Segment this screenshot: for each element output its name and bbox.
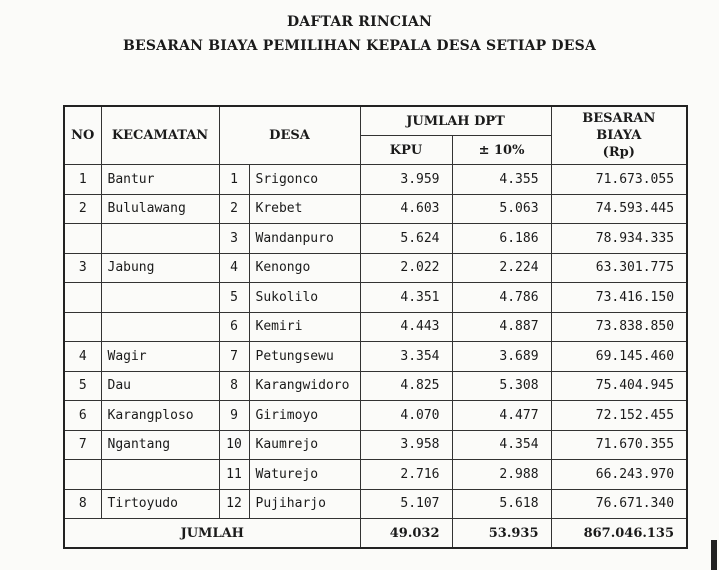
- cost-table: [63, 105, 688, 549]
- cell-kpu: 3.354: [360, 342, 452, 372]
- cell-biaya: 73.416.150: [551, 283, 687, 313]
- cell-biaya: 71.670.355: [551, 430, 687, 460]
- cell-no: 7: [64, 430, 101, 460]
- cell-desa: Petungsewu: [249, 342, 360, 372]
- header-plus10: ± 10%: [452, 136, 551, 165]
- cell-no: [64, 460, 101, 490]
- header-kecamatan: KECAMATAN: [101, 106, 219, 165]
- total-biaya: 867.046.135: [551, 519, 687, 549]
- cell-desa: Wandanpuro: [249, 224, 360, 254]
- cell-kecamatan: Bantur: [101, 165, 219, 195]
- cell-biaya: 76.671.340: [551, 489, 687, 519]
- cell-desa-no: 2: [219, 194, 249, 224]
- cell-biaya: 71.673.055: [551, 165, 687, 195]
- document-title: DAFTAR RINCIAN: [286, 14, 433, 30]
- cell-biaya: 66.243.970: [551, 460, 687, 490]
- header-besaran-line2: BIAYA: [596, 128, 642, 143]
- cell-kecamatan: [101, 312, 219, 342]
- cell-desa: Kemiri: [249, 312, 360, 342]
- cell-no: 5: [64, 371, 101, 401]
- cell-no: 3: [64, 253, 101, 283]
- table-row: [64, 194, 687, 224]
- cell-kpu: 5.624: [360, 224, 452, 254]
- cell-no: [64, 312, 101, 342]
- cell-kecamatan: Ngantang: [101, 430, 219, 460]
- table-row: [64, 165, 687, 195]
- cell-desa: Waturejo: [249, 460, 360, 490]
- header-besaran-line3: (Rp): [602, 145, 635, 160]
- cell-desa: Krebet: [249, 194, 360, 224]
- cell-kpu: 3.958: [360, 430, 452, 460]
- cell-biaya: 73.838.850: [551, 312, 687, 342]
- page-edge-mark: [711, 540, 717, 570]
- cell-kpu: 3.959: [360, 165, 452, 195]
- cell-desa-no: 9: [219, 401, 249, 431]
- cell-desa-no: 5: [219, 283, 249, 313]
- cell-desa: Kenongo: [249, 253, 360, 283]
- table-row: [64, 312, 687, 342]
- table-row: [64, 430, 687, 460]
- cell-desa-no: 6: [219, 312, 249, 342]
- cell-desa: Karangwidoro: [249, 371, 360, 401]
- cell-desa: Sukolilo: [249, 283, 360, 313]
- cell-kecamatan: Karangploso: [101, 401, 219, 431]
- cell-desa-no: 8: [219, 371, 249, 401]
- cell-desa: Girimoyo: [249, 401, 360, 431]
- cell-desa: Kaumrejo: [249, 430, 360, 460]
- cell-no: 4: [64, 342, 101, 372]
- cell-plus10: 4.355: [452, 165, 551, 195]
- cell-plus10: 4.354: [452, 430, 551, 460]
- total-kpu: 49.032: [360, 519, 452, 549]
- cell-desa-no: 3: [219, 224, 249, 254]
- cell-kpu: 4.351: [360, 283, 452, 313]
- table-row: [64, 489, 687, 519]
- cell-no: [64, 283, 101, 313]
- cell-desa-no: 10: [219, 430, 249, 460]
- cell-desa-no: 11: [219, 460, 249, 490]
- table-row: [64, 283, 687, 313]
- cell-biaya: 72.152.455: [551, 401, 687, 431]
- cell-no: 8: [64, 489, 101, 519]
- cell-biaya: 69.145.460: [551, 342, 687, 372]
- cell-plus10: 2.224: [452, 253, 551, 283]
- cell-kpu: 4.070: [360, 401, 452, 431]
- cell-biaya: 63.301.775: [551, 253, 687, 283]
- cell-no: 2: [64, 194, 101, 224]
- cell-plus10: 4.887: [452, 312, 551, 342]
- cell-kecamatan: Wagir: [101, 342, 219, 372]
- header-besaran-line1: BESARAN: [582, 111, 656, 126]
- total-plus10: 53.935: [452, 519, 551, 549]
- cell-kecamatan: [101, 283, 219, 313]
- table-row: [64, 401, 687, 431]
- cell-kpu: 4.603: [360, 194, 452, 224]
- cell-biaya: 78.934.335: [551, 224, 687, 254]
- cell-biaya: 75.404.945: [551, 371, 687, 401]
- cell-kecamatan: [101, 460, 219, 490]
- cell-plus10: 6.186: [452, 224, 551, 254]
- table-row: [64, 253, 687, 283]
- table-row: [64, 224, 687, 254]
- cell-plus10: 5.308: [452, 371, 551, 401]
- header-kpu: KPU: [360, 136, 452, 165]
- cell-kecamatan: [101, 224, 219, 254]
- cell-no: 1: [64, 165, 101, 195]
- cell-plus10: 4.477: [452, 401, 551, 431]
- header-desa: DESA: [219, 106, 360, 165]
- cell-kecamatan: Tirtoyudo: [101, 489, 219, 519]
- cell-plus10: 3.689: [452, 342, 551, 372]
- cell-kpu: 4.825: [360, 371, 452, 401]
- cell-desa: Srigonco: [249, 165, 360, 195]
- cell-plus10: 5.063: [452, 194, 551, 224]
- table-header-row: [64, 106, 687, 136]
- cell-desa: Pujiharjo: [249, 489, 360, 519]
- cell-desa-no: 12: [219, 489, 249, 519]
- table-row: [64, 342, 687, 372]
- cell-kecamatan: Bululawang: [101, 194, 219, 224]
- table-row: [64, 371, 687, 401]
- cell-kpu: 5.107: [360, 489, 452, 519]
- cell-kecamatan: Jabung: [101, 253, 219, 283]
- cell-kpu: 2.022: [360, 253, 452, 283]
- document-subtitle: BESARAN BIAYA PEMILIHAN KEPALA DESA SETIAP DESA: [122, 38, 597, 54]
- cell-biaya: 74.593.445: [551, 194, 687, 224]
- cell-kecamatan: Dau: [101, 371, 219, 401]
- cell-plus10: 2.988: [452, 460, 551, 490]
- cell-kpu: 2.716: [360, 460, 452, 490]
- total-row: [64, 519, 687, 549]
- cell-no: 6: [64, 401, 101, 431]
- table-row: [64, 460, 687, 490]
- cell-no: [64, 224, 101, 254]
- cell-desa-no: 1: [219, 165, 249, 195]
- cell-desa-no: 4: [219, 253, 249, 283]
- header-besaran-biaya: [551, 106, 687, 165]
- header-jumlah-dpt: JUMLAH DPT: [360, 106, 551, 136]
- cell-plus10: 4.786: [452, 283, 551, 313]
- header-no: NO: [64, 106, 101, 165]
- total-label: JUMLAH: [64, 519, 360, 549]
- cell-plus10: 5.618: [452, 489, 551, 519]
- cell-kpu: 4.443: [360, 312, 452, 342]
- cell-desa-no: 7: [219, 342, 249, 372]
